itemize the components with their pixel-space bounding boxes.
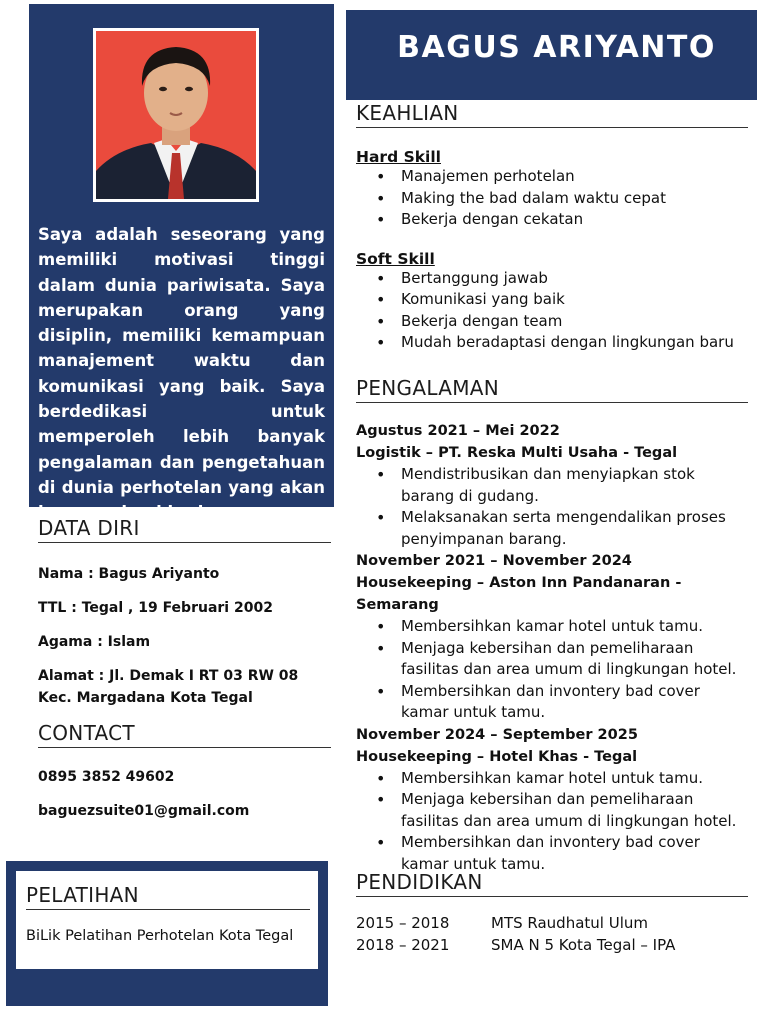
list-item: • Manajemen perhotelan	[376, 166, 748, 188]
list-item: • Making the bad dalam waktu cepat	[376, 188, 748, 210]
pengalaman-title: PENGALAMAN	[356, 376, 748, 403]
email-address: baguezsuite01@gmail.com	[38, 803, 250, 819]
list-item: • Bekerja dengan team	[376, 311, 748, 333]
job-tasks	[376, 768, 748, 876]
list-item: • Bertanggung jawab	[376, 268, 748, 290]
list-item: • Komunikasi yang baik	[376, 289, 748, 311]
profile-panel	[29, 4, 334, 523]
data-diri-section	[38, 516, 331, 709]
job-tasks	[376, 464, 748, 550]
job-period: November 2024 – September 2025	[356, 726, 638, 743]
list-item: • Bekerja dengan cekatan	[376, 209, 748, 231]
full-name: BAGUS ARIYANTO	[397, 30, 716, 65]
list-item: • Membersihkan kamar hotel untuk tamu.	[376, 616, 748, 638]
keahlian-section	[356, 101, 748, 354]
hard-skill-title: Hard Skill	[356, 148, 441, 166]
job-role: Housekeeping – Hotel Khas - Tegal	[356, 748, 638, 765]
education-school: MTS Raudhatul Ulum	[491, 914, 648, 932]
soft-skill-list	[376, 268, 748, 354]
pendidikan-title: PENDIDIKAN	[356, 870, 748, 897]
education-row	[356, 934, 748, 956]
job-period: Agustus 2021 – Mei 2022	[356, 423, 560, 439]
education-school: SMA N 5 Kota Tegal – IPA	[491, 936, 676, 954]
profile-photo	[96, 31, 256, 199]
pelatihan-item: BiLik Pelatihan Perhotelan Kota Tegal	[26, 928, 294, 944]
list-item: • Mudah beradaptasi dengan lingkungan baru	[376, 332, 748, 354]
soft-skill-title: Soft Skill	[356, 249, 435, 268]
nama-row: Nama : Bagus Ariyanto	[38, 566, 220, 582]
agama-row: Agama : Islam	[38, 634, 151, 650]
pelatihan-box	[6, 861, 328, 1006]
list-item: • Menjaga kebersihan dan pemeliharaan fasilitas dan area umum di lingkungan hotel.	[376, 638, 748, 681]
list-item: • Membersihkan kamar hotel untuk tamu.	[376, 768, 748, 790]
education-year: 2015 – 2018	[356, 914, 450, 932]
list-item: • Membersihkan dan invontery bad cover kamar untuk tamu.	[376, 681, 748, 724]
profile-summary: Saya adalah seseorang yang memiliki motivasi tinggi dalam dunia pariwisata. Saya merupakan orang yang disiplin, memiliki kemampuan manajement waktu dan komunikasi yang baik. Saya berdedikasi untuk memperoleh lebih banyak pengalaman dan pengetahuan di dunia perhotelan yang akan berguna bagi karir	[38, 225, 325, 523]
pengalaman-section	[356, 376, 748, 875]
pendidikan-section	[356, 870, 748, 956]
education-year: 2018 – 2021	[356, 936, 450, 954]
ttl-row: TTL : Tegal , 19 Februari 2002	[38, 600, 273, 616]
list-item: • Mendistribusikan dan menyiapkan stok barang di gudang.	[376, 464, 748, 507]
list-item: • Membersihkan dan invontery bad cover kamar untuk tamu.	[376, 832, 748, 875]
alamat-row: Alamat : Jl. Demak I RT 03 RW 08 Kec. Margadana Kota Tegal	[38, 668, 299, 706]
profile-photo-frame	[93, 28, 259, 202]
job-role: Housekeeping – Aston Inn Pandanaran - Semarang	[356, 575, 682, 613]
job-period: November 2021 – November 2024	[356, 553, 632, 569]
job-role: Logistik – PT. Reska Multi Usaha - Tegal	[356, 445, 678, 461]
list-item: • Melaksanakan serta mengendalikan proses penyimpanan barang.	[376, 507, 748, 550]
contact-title: CONTACT	[38, 721, 331, 748]
data-diri-title: DATA DIRI	[38, 516, 331, 543]
education-row	[356, 912, 748, 934]
phone-number: 0895 3852 49602	[38, 769, 175, 785]
name-banner	[346, 10, 757, 100]
keahlian-title: KEAHLIAN	[356, 101, 748, 128]
pelatihan-title: PELATIHAN	[26, 883, 310, 910]
pelatihan-inner	[16, 871, 318, 969]
hard-skill-list	[376, 166, 748, 231]
list-item: • Menjaga kebersihan dan pemeliharaan fasilitas dan area umum di lingkungan hotel.	[376, 789, 748, 832]
job-tasks	[376, 616, 748, 724]
contact-section	[38, 721, 331, 822]
